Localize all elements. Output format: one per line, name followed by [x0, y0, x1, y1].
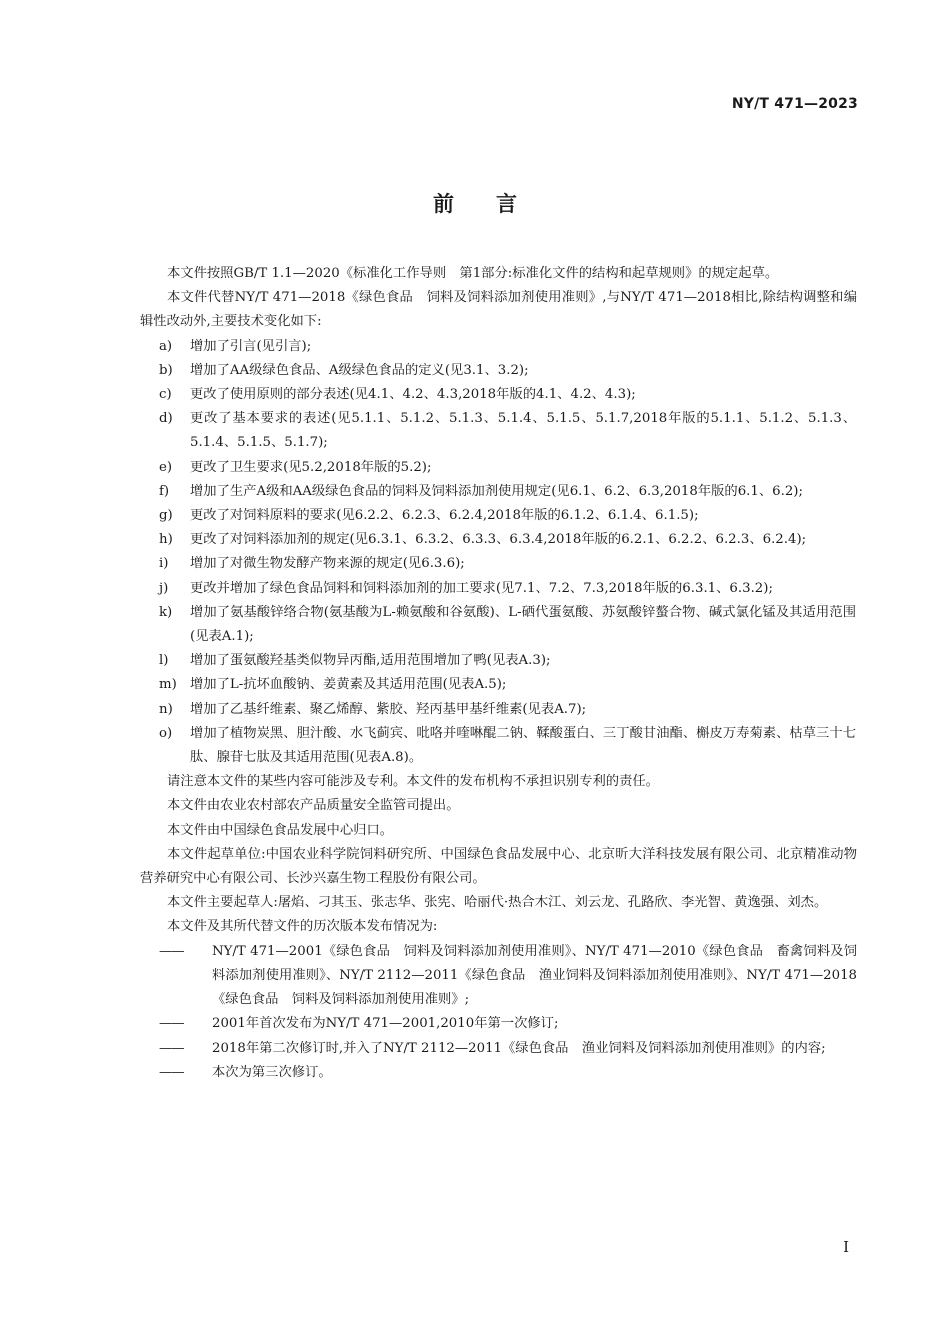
list-marker: a)	[159, 338, 173, 354]
list-marker: l)	[159, 653, 169, 669]
standard-code: NY/T 471—2023	[731, 96, 858, 112]
list-marker: i)	[159, 556, 169, 572]
dash-marker: ——	[159, 943, 184, 959]
list-item-text: 增加了引言(见引言);	[190, 338, 312, 354]
changes-list	[140, 335, 857, 771]
history-item-text: NY/T 471—2001《绿色食品 饲料及饲料添加剂使用准则》、NY/T 471—2010《绿色食品 畜禽饲料及饲料添加剂使用准则》、NY/T 2112—2011《绿色食品 渔业饲料及饲料添加剂使用准则》、NY/T 471—2018《绿色食品 饲料及饲料添加剂使用准则》;	[212, 943, 857, 1008]
list-marker: k)	[159, 604, 173, 620]
list-item	[140, 698, 857, 722]
list-item-text: 更改并增加了绿色食品饲料和饲料添加剂的加工要求(见7.1、7.2、7.3,2018年版的6.3.1、6.3.2);	[190, 580, 773, 596]
list-item-text: 增加了植物炭黑、胆汁酸、水飞蓟宾、吡咯并喹啉醌二钠、鞣酸蛋白、三丁酸甘油酯、槲皮万寿菊素、枯草三十七肽、腺苷七肽及其适用范围(见表A.8)。	[190, 725, 856, 766]
paragraph: 请注意本文件的某些内容可能涉及专利。本文件的发布机构不承担识别专利的责任。	[167, 774, 659, 790]
list-item	[140, 407, 857, 455]
paragraph: 本文件由中国绿色食品发展中心归口。	[167, 822, 394, 838]
history-item	[140, 940, 857, 1013]
list-item	[140, 649, 857, 673]
dash-marker: ——	[159, 1040, 184, 1056]
list-item-text: 增加了乙基纤维素、聚乙烯醇、紫胶、羟丙基甲基纤维素(见表A.7);	[190, 701, 587, 717]
list-item	[140, 601, 857, 649]
list-item-text: 更改了卫生要求(见5.2,2018年版的5.2);	[190, 459, 432, 475]
list-item	[140, 335, 857, 359]
list-item-text: 增加了对微生物发酵产物来源的规定(见6.3.6);	[190, 556, 465, 572]
list-item	[140, 504, 857, 528]
list-marker: b)	[159, 362, 173, 378]
preface-body	[140, 262, 857, 1085]
history-item	[140, 1012, 857, 1036]
list-marker: e)	[159, 459, 173, 475]
paragraph: 本文件代替NY/T 471—2018《绿色食品 饲料及饲料添加剂使用准则》,与NY/T 471—2018相比,除结构调整和编辑性改动外,主要技术变化如下:	[140, 290, 857, 330]
list-item	[140, 480, 857, 504]
dash-marker: ——	[159, 1064, 184, 1080]
list-item-text: 增加了生产A级和AA级绿色食品的饲料及饲料添加剂使用规定(见6.1、6.2、6.3,2018年版的6.1、6.2);	[190, 483, 803, 499]
list-item-text: 更改了使用原则的部分表述(见4.1、4.2、4.3,2018年版的4.1、4.2、4.3);	[190, 387, 636, 403]
list-item	[140, 552, 857, 576]
list-marker: j)	[159, 580, 169, 596]
paragraph: 本文件按照GB/T 1.1—2020《标准化工作导则 第1部分:标准化文件的结构和起草规则》的规定起草。	[167, 266, 779, 281]
list-item-text: 增加了氨基酸锌络合物(氨基酸为L-赖氨酸和谷氨酸)、L-硒代蛋氨酸、苏氨酸锌螯合物、碱式氯化锰及其适用范围(见表A.1);	[190, 604, 856, 645]
paragraph: 本文件由农业农村部农产品质量安全监管司提出。	[167, 798, 460, 814]
list-item-text: 更改了对饲料原料的要求(见6.2.2、6.2.3、6.2.4,2018年版的6.1.2、6.1.4、6.1.5);	[190, 508, 699, 524]
list-marker: d)	[159, 411, 173, 427]
list-item-text: 增加了AA级绿色食品、A级绿色食品的定义(见3.1、3.2);	[190, 362, 529, 378]
list-marker: n)	[159, 701, 173, 717]
page-title: 前言	[433, 192, 559, 216]
list-item	[140, 528, 857, 552]
paragraph: 本文件起草单位:中国农业科学院饲料研究所、中国绿色食品发展中心、北京昕大洋科技发展有限公司、北京精准动物营养研究中心有限公司、长沙兴嘉生物工程股份有限公司。	[140, 846, 857, 887]
intro-paragraphs	[140, 262, 857, 335]
history-item	[140, 1037, 857, 1061]
history-item-text: 2001年首次发布为NY/T 471—2001,2010年第一次修订;	[212, 1016, 559, 1032]
list-marker: h)	[159, 532, 173, 548]
list-marker: f)	[159, 483, 170, 499]
history-item	[140, 1061, 857, 1085]
history-item-text: 2018年第二次修订时,并入了NY/T 2112—2011《绿色食品 渔业饲料及饲料添加剂使用准则》的内容;	[212, 1040, 826, 1056]
list-item-text: 增加了L-抗坏血酸钠、姜黄素及其适用范围(见表A.5);	[190, 677, 507, 693]
list-marker: c)	[159, 387, 172, 403]
list-item	[140, 359, 857, 383]
closing-paragraphs	[140, 770, 857, 939]
list-marker: o)	[159, 725, 173, 741]
list-item-text: 更改了基本要求的表述(见5.1.1、5.1.2、5.1.3、5.1.4、5.1.5、5.1.7,2018年版的5.1.1、5.1.2、5.1.3、5.1.4、5.1.5、5.1.7);	[190, 411, 856, 451]
list-item	[140, 722, 857, 770]
history-item-text: 本次为第三次修订。	[212, 1064, 332, 1080]
list-marker: g)	[159, 508, 173, 524]
history-list	[140, 940, 857, 1085]
list-item	[140, 383, 857, 407]
list-item-text: 增加了蛋氨酸羟基类似物异丙酯,适用范围增加了鸭(见表A.3);	[190, 653, 551, 669]
list-item-text: 更改了对饲料添加剂的规定(见6.3.1、6.3.2、6.3.3、6.3.4,2018年版的6.2.1、6.2.2、6.2.3、6.2.4);	[190, 532, 807, 548]
list-item	[140, 673, 857, 697]
paragraph: 本文件主要起草人:屠焰、刁其玉、张志华、张宪、哈丽代·热合木江、刘云龙、孔路欣、李光智、黄逸强、刘杰。	[167, 895, 828, 911]
dash-marker: ——	[159, 1016, 184, 1032]
list-item	[140, 577, 857, 601]
list-marker: m)	[159, 677, 177, 693]
list-item	[140, 456, 857, 480]
paragraph: 本文件及其所代替文件的历次版本发布情况为:	[167, 919, 438, 935]
page-number: I	[843, 1238, 849, 1256]
